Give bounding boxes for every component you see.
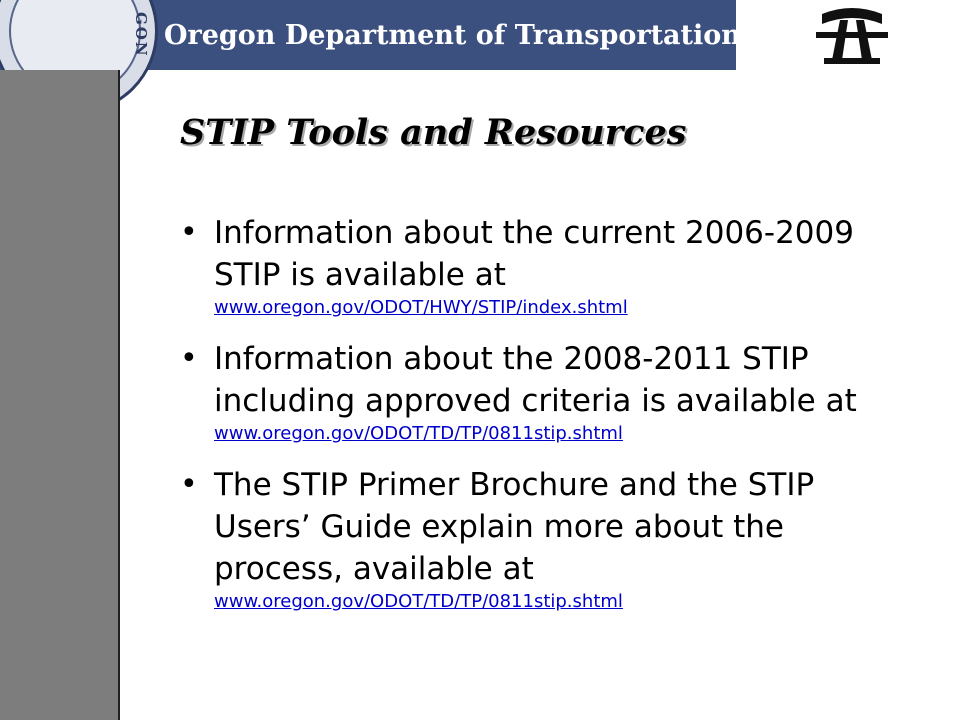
resource-link[interactable]: www.oregon.gov/ODOT/HWY/STIP/index.shtml [214, 297, 628, 318]
oregon-state-seal-icon [0, 0, 148, 70]
bullet-dot: • [180, 215, 198, 250]
list-item [180, 338, 920, 446]
bullet-text: Information about the 2008-2011 STIP including approved criteria is available at [214, 341, 857, 419]
header-band [0, 0, 741, 70]
header-title: Oregon Department of Transportation [164, 20, 741, 51]
odot-logo-icon [812, 4, 892, 66]
resource-link[interactable]: www.oregon.gov/ODOT/TD/TP/0811stip.shtml [214, 423, 623, 444]
left-side-bar [0, 70, 120, 720]
slide-title: STIP Tools and Resources [180, 112, 687, 153]
bullet-dot: • [180, 341, 198, 376]
bullet-dot: • [180, 467, 198, 502]
list-item [180, 212, 920, 320]
resource-link[interactable]: www.oregon.gov/ODOT/TD/TP/0811stip.shtml [214, 591, 623, 612]
list-item [180, 464, 920, 614]
bullet-list [180, 212, 920, 632]
bullet-text: Information about the current 2006-2009 STIP is available at [214, 215, 854, 293]
seal-lettering: GON [132, 12, 150, 58]
bullet-text: The STIP Primer Brochure and the STIP Users’ Guide explain more about the process, available at [214, 467, 815, 587]
